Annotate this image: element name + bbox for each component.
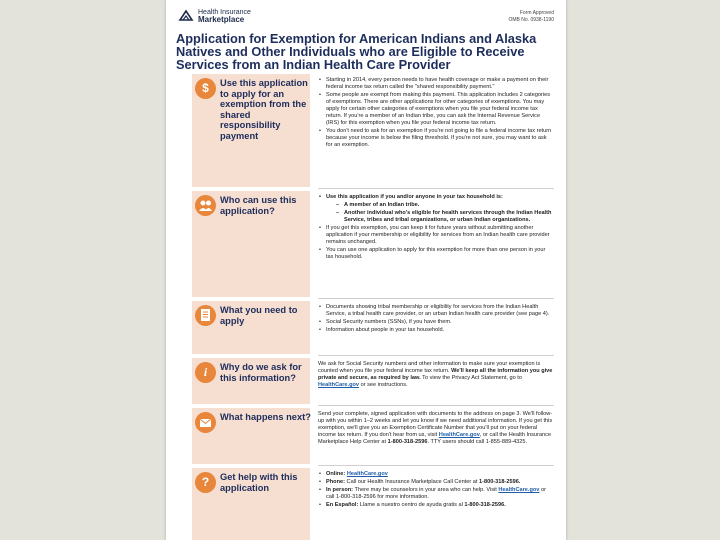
- list-item-text: Use this application if you and/or anyone in your tax household is:: [326, 194, 503, 200]
- list-item: [318, 194, 554, 224]
- list-item-text: Llame a nuestro centro de ayuda gratis al: [359, 502, 463, 508]
- section-paragraph: [318, 411, 554, 446]
- call-center-phone: 1-800-318-2596.: [479, 479, 521, 485]
- list-item-text: or call 1-800-318-2596 for more information.: [326, 487, 546, 500]
- logo-line-1: Health Insurance: [198, 9, 251, 16]
- list-item: • Some people are exempt from making this payment. This application includes 2 categories of exemptions. There are other applications for other categories of exemptions. You may apply for certain other categories of exemptions when you file your federal income tax return. If you're a member of an Indian tribe, you can ask the Internal Revenue Service (IRS) for this exemption when you file your federal income tax return.: [318, 92, 554, 127]
- paragraph-text: . TTY users should call 1-855-889-4325.: [427, 439, 528, 445]
- section-heading: Get help with this application: [220, 472, 298, 493]
- document-title: Application for Exemption for American Indians and Alaska Natives and Other Individuals who are Eligible to Receive Services from an Indian Health Care Provider: [176, 31, 537, 72]
- section-label-cell: [192, 408, 310, 466]
- section-heading: Use this application to apply for an exemption from the shared responsibility payment: [220, 78, 308, 141]
- phone-label: Phone:: [326, 479, 345, 485]
- document-icon: [195, 305, 216, 326]
- list-item: [318, 479, 554, 486]
- help-center-phone: 1-800-318-2596: [387, 439, 428, 445]
- healthcare-gov-link[interactable]: HealthCare.gov: [318, 382, 360, 388]
- list-item: • Social Security numbers (SSNs), if you have them.: [318, 319, 554, 326]
- section-help: [192, 468, 560, 540]
- people-icon: [195, 195, 216, 216]
- section-label-cell: [192, 191, 310, 299]
- paragraph-text: We ask for Social Security numbers and other information to make sure your exemption is counted when you file your federal income tax return.: [318, 361, 541, 374]
- paragraph-text: , or call the Health Insurance Marketplace Help Center at: [318, 432, 552, 445]
- section-heading: Who can use this application?: [220, 195, 297, 216]
- logo-line-2: Marketplace: [198, 15, 245, 24]
- envelope-icon: [195, 412, 216, 433]
- section-who: [192, 191, 560, 299]
- document-page: [166, 0, 566, 540]
- list-item: [318, 502, 554, 509]
- section-heading: What happens next?: [220, 412, 311, 422]
- sub-list-item: – A member of an Indian tribe.: [326, 202, 554, 209]
- list-item: [318, 471, 554, 478]
- side-label: [166, 258, 192, 276]
- section-content: [318, 304, 554, 356]
- section-next: [192, 408, 560, 466]
- section-use: [192, 74, 560, 189]
- list-item-text: There may be counselors in your area who can help. Visit: [354, 487, 497, 493]
- online-label: Online:: [326, 471, 346, 477]
- privacy-statement: We'll keep all the information you give private and secure, as required by law.: [318, 368, 553, 381]
- in-person-label: In person:: [326, 487, 354, 493]
- healthcare-gov-link[interactable]: HealthCare.gov: [438, 432, 480, 438]
- section-heading: What you need to apply: [220, 305, 298, 326]
- sub-list-item: – Another individual who's eligible for health services through the Indian Health Service, tribes and tribal organizations, or urban Indian organizations.: [326, 210, 554, 224]
- section-content: [318, 471, 554, 540]
- section-label-cell: [192, 468, 310, 540]
- section-content: [318, 361, 554, 406]
- info-icon: i: [195, 362, 216, 383]
- paragraph-text: Send your complete, signed application with documents to the address on page 3. We'll follow-up with you within 1–2 weeks and let you know if we need additional information. If you get this exemption, we'll give you an Exemption Certificate Number that you'll put on your federal income tax return. If you don't hear from us, visit: [318, 411, 553, 438]
- list-item: • Starting in 2014, every person needs to have health coverage or make a payment on their federal income tax return called the "shared responsibility payment.": [318, 77, 554, 91]
- list-item: • You can use one application to apply for this exemption for more than one person in your tax household.: [318, 247, 554, 261]
- section-label-cell: [192, 301, 310, 356]
- list-item: • You don't need to ask for an exemption if you're not going to file a federal income tax return because your income is below the filing threshold. If you're not sure, you may want to ask for an exemption.: [318, 128, 554, 149]
- section-why: [192, 358, 560, 406]
- spanish-label: En Español:: [326, 502, 359, 508]
- list-item-text: Call our Health Insurance Marketplace Call Center at: [346, 479, 478, 485]
- marketplace-logo-icon: [178, 8, 194, 24]
- list-item: • If you get this exemption, you can keep it for future years without submitting another application if your membership or eligibility for services from an Indian health care provider remains unchanged.: [318, 225, 554, 246]
- paragraph-text: To view the Privacy Act Statement, go to: [422, 375, 522, 381]
- healthcare-gov-link[interactable]: HealthCare.gov: [498, 487, 540, 493]
- section-content: [318, 77, 554, 189]
- healthcare-gov-link[interactable]: HealthCare.gov: [346, 471, 388, 477]
- section-content: [318, 194, 554, 299]
- paragraph-text: or see instructions.: [360, 382, 408, 388]
- list-item: • Information about people in your tax household.: [318, 327, 554, 334]
- list-item: • Documents showing tribal membership or eligibility for services from the Indian Health Service, a tribal health care provider, or an urban Indian health care provider (see page 4).: [318, 304, 554, 318]
- marketplace-logo: [178, 8, 251, 24]
- section-label-cell: [192, 74, 310, 189]
- money-icon: $: [195, 78, 216, 99]
- form-approval: [509, 10, 555, 23]
- list-item: [318, 487, 554, 501]
- section-paragraph: [318, 361, 554, 389]
- spanish-phone: 1-800-318-2596.: [464, 502, 506, 508]
- page-header: [178, 8, 554, 30]
- question-icon: ?: [195, 472, 216, 493]
- section-content: [318, 411, 554, 466]
- omb-number: OMB No. 0938-1190: [508, 16, 554, 23]
- section-label-cell: [192, 358, 310, 406]
- section-heading: Why do we ask for this information?: [220, 362, 302, 383]
- section-need: [192, 301, 560, 356]
- form-approved-text: Form Approved: [519, 10, 554, 16]
